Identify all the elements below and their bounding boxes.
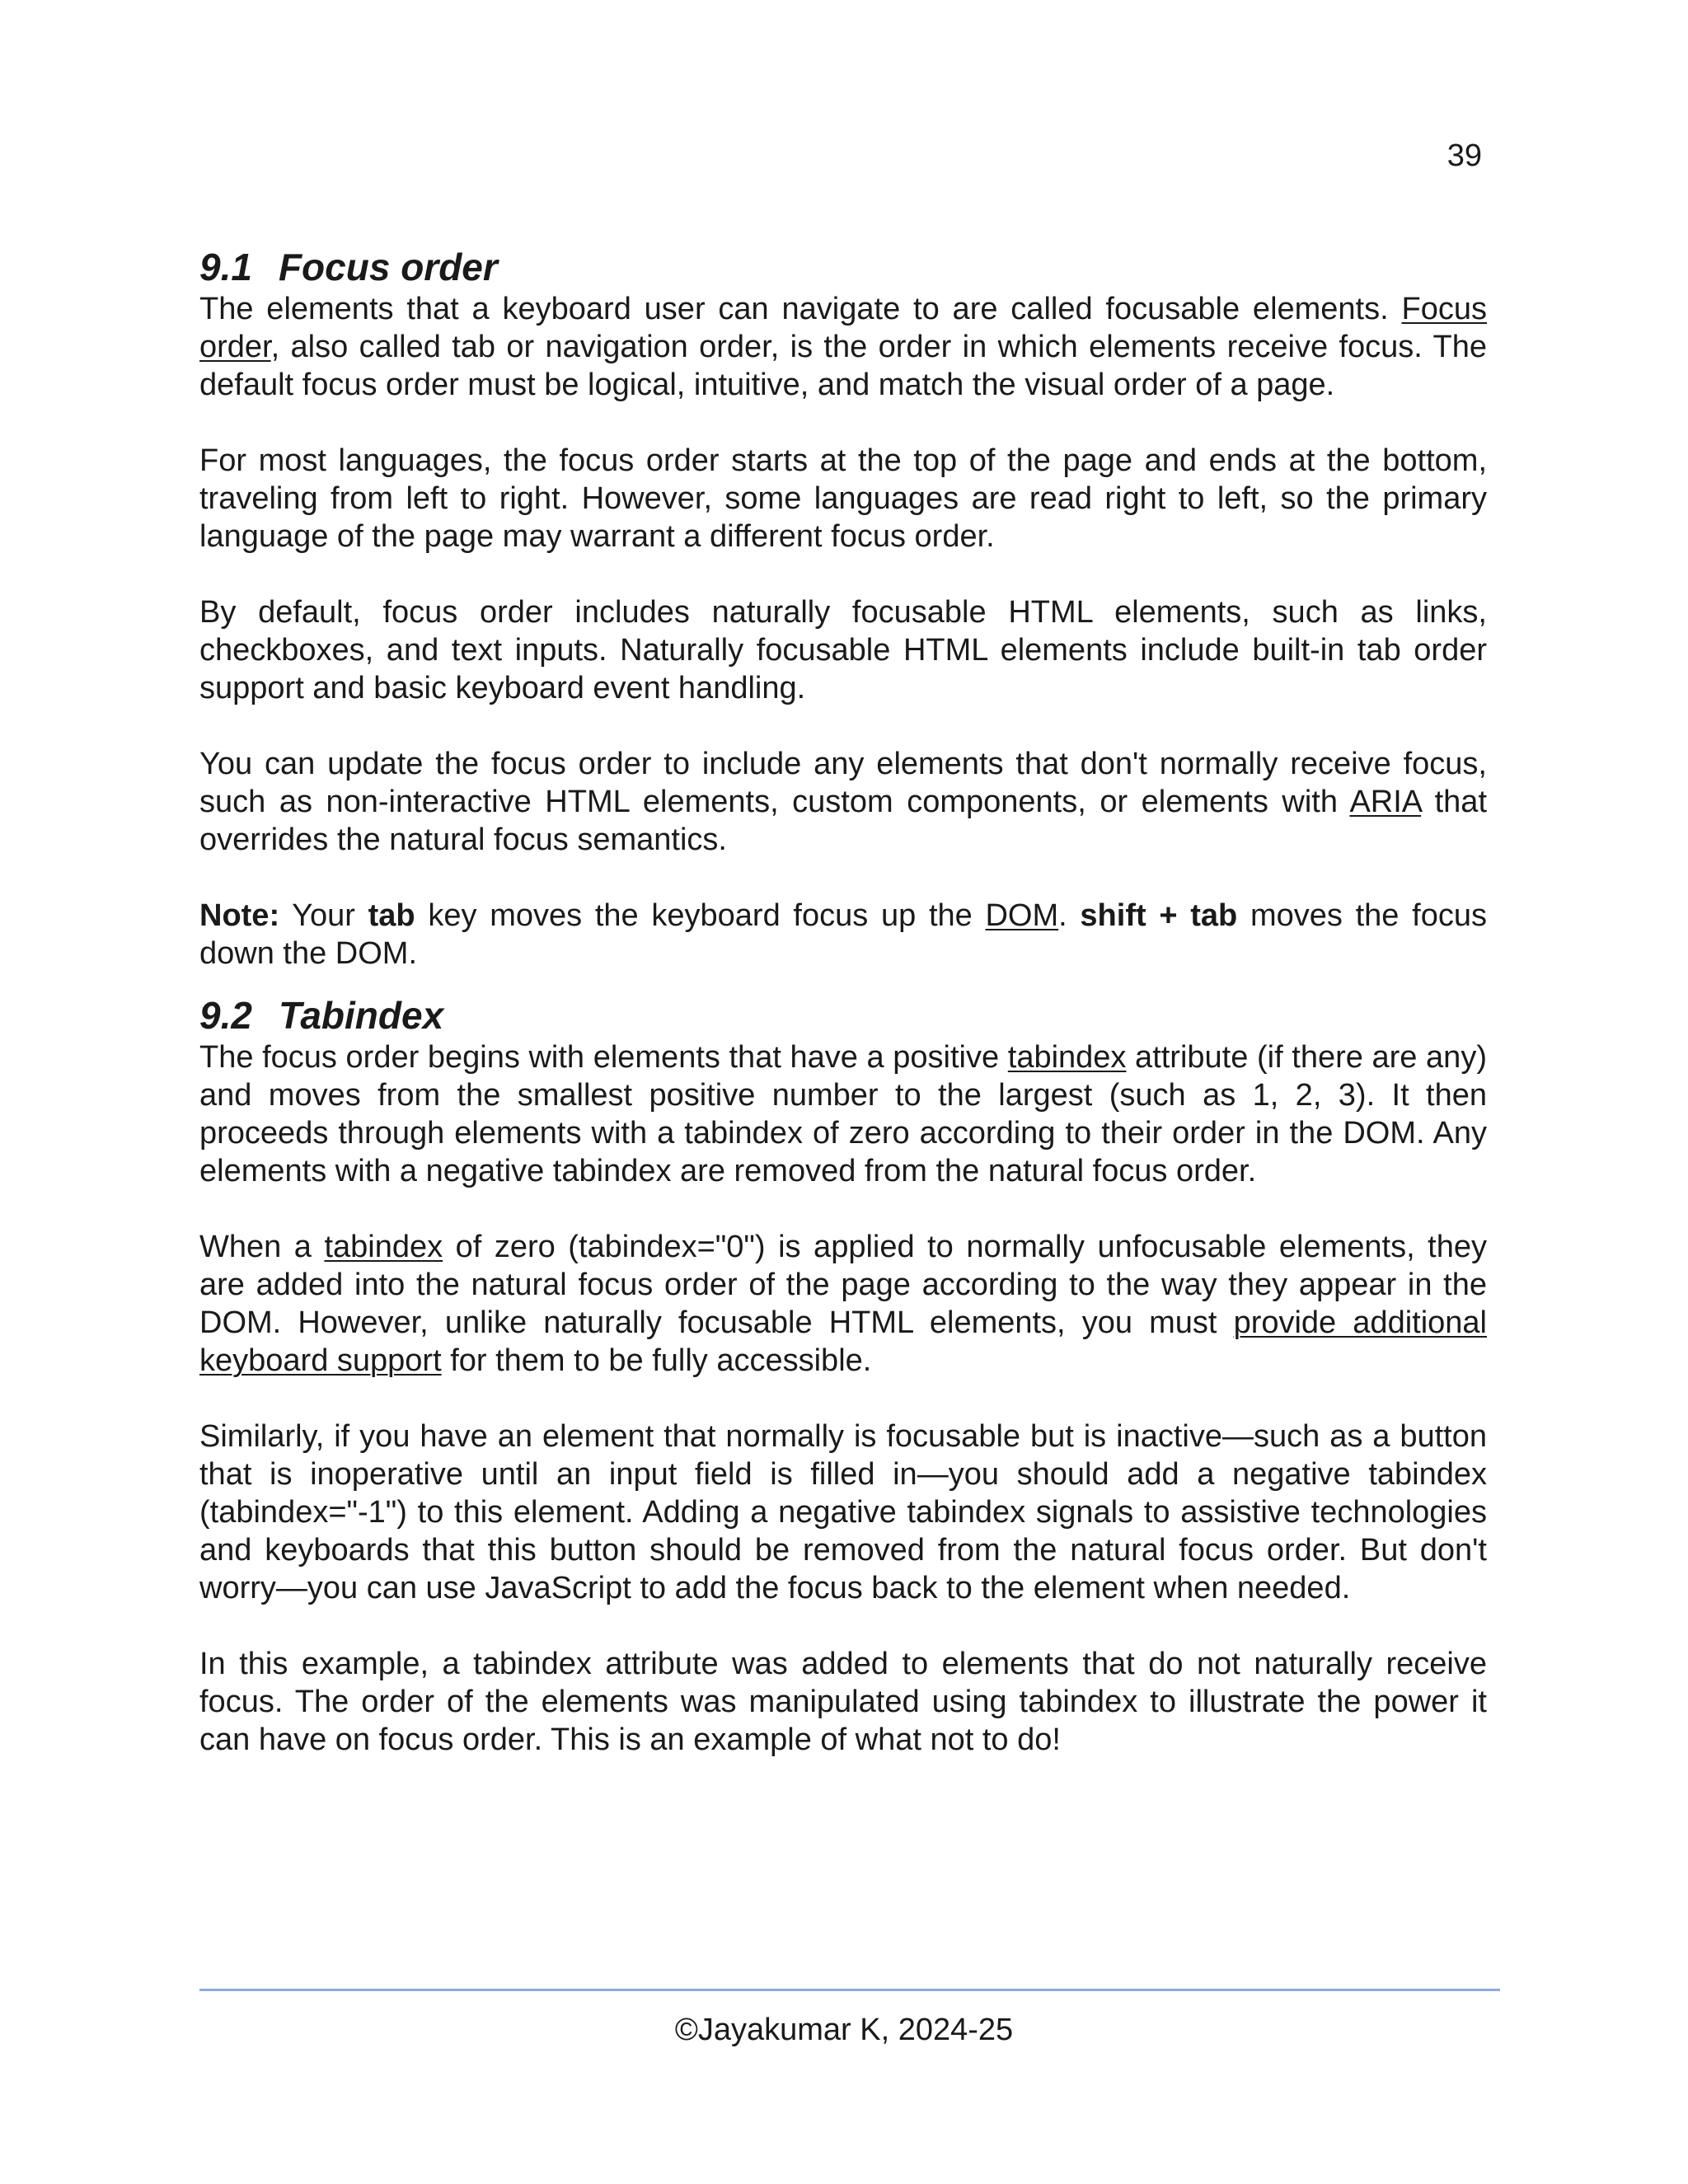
text-run: , also called tab or navigation order, is the order in which elements receive focus. The default focus order must be logical, intuitive, and match the visual order of a page. — [199, 330, 1487, 402]
text-run: of zero (tabindex="0") is applied to normally unfocusable elements, they are added into the natural focus order of the page according to the way they appear in the DOM. However, unlike naturally focusable HTML elements, you must — [199, 1230, 1487, 1340]
paragraph-update-focus — [199, 745, 1487, 859]
section-number: 9.1 — [199, 246, 252, 288]
text-run: moves the focus down the DOM. — [199, 898, 1487, 971]
text-run: for them to be fully accessible. — [441, 1343, 872, 1378]
text-run: The focus order begins with elements that have a positive — [199, 1040, 1008, 1075]
page-number: 39 — [1447, 138, 1482, 173]
note-paragraph — [199, 897, 1487, 972]
focus-order-link[interactable]: Focus order — [199, 292, 1487, 364]
shift-tab-text: shift + tab — [1080, 898, 1238, 933]
aria-link[interactable]: ARIA — [1349, 785, 1422, 819]
paragraph-negative-tabindex: Similarly, if you have an element that normally is focusable but is inactive—such as a button that is inoperative until an input field is filled in—you should add a negative tabindex (tabindex="-1") to this element. Adding a negative tabindex signals to assistive technologies and keyboards that this button should be removed from the natural focus order. But don't worry—you can use JavaScript to add the focus back to the element when needed. — [199, 1419, 1487, 1605]
section-heading-tabindex — [199, 992, 1487, 1038]
text-run: attribute (if there are any) and moves from the smallest positive number to the largest (such as 1, 2, 3). It then proceeds through elements with a tabindex of zero according to their order in the DOM. Any elements with a negative tabindex are removed from the natural focus order. — [199, 1040, 1487, 1188]
section-title: Focus order — [278, 246, 498, 288]
section-heading-focus-order — [199, 244, 1487, 290]
section-title: Tabindex — [278, 994, 444, 1037]
tabindex-link-2[interactable]: tabindex — [324, 1230, 443, 1264]
paragraph-example: In this example, a tabindex attribute was added to elements that do not naturally receive focus. The order of the elements was manipulated using tabindex to illustrate the power it can have on focus order. This is an example of what not to do! — [199, 1647, 1487, 1757]
text-run: key moves the keyboard focus up the — [415, 898, 986, 933]
text-run: You can update the focus order to include any elements that don't normally receive focus, such as non-interactive HTML elements, custom components, or elements with — [199, 747, 1487, 819]
footer-copyright: ©Jayakumar K, 2024-25 — [674, 2013, 1014, 2047]
dom-link[interactable]: DOM — [985, 898, 1059, 933]
text-run: When a — [199, 1230, 325, 1264]
paragraph-tabindex-order — [199, 1038, 1487, 1190]
text-run: that overrides the natural focus semantics. — [199, 785, 1487, 857]
text-run: Your — [279, 898, 368, 933]
paragraph-tabindex-zero — [199, 1228, 1487, 1380]
paragraph-languages: For most languages, the focus order starts at the top of the page and ends at the bottom, traveling from left to right. However, some languages are read right to left, so the primary language of the page may warrant a different focus order. — [199, 443, 1487, 554]
paragraph-focusable-elements — [199, 290, 1487, 404]
text-run: The elements that a keyboard user can navigate to are called focusable elements. — [199, 292, 1402, 326]
tab-key-text: tab — [368, 898, 415, 933]
section-number: 9.2 — [199, 994, 252, 1037]
page-content — [199, 244, 1487, 1759]
footer-divider — [199, 1989, 1500, 1991]
tabindex-link[interactable]: tabindex — [1007, 1040, 1127, 1075]
text-run: . — [1058, 898, 1081, 933]
note-label: Note: — [199, 898, 280, 933]
keyboard-support-link[interactable]: provide additional keyboard support — [199, 1305, 1487, 1378]
paragraph-default-focus: By default, focus order includes naturally focusable HTML elements, such as links, checkboxes, and text inputs. Naturally focusable HTML elements include built-in tab order support and basic keyboard event handling. — [199, 595, 1487, 705]
